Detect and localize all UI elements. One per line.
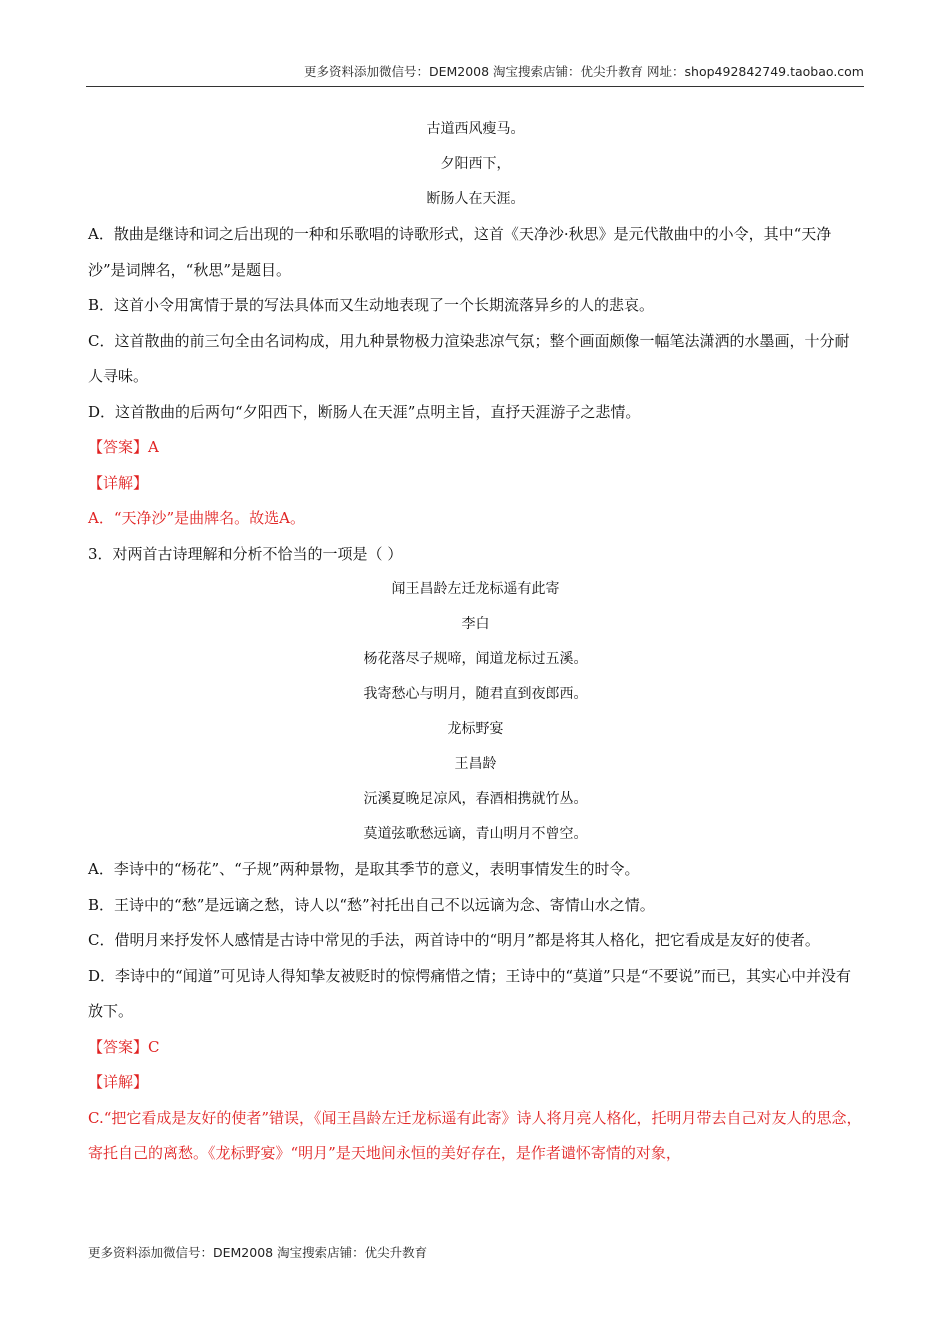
page-header: 更多资料添加微信号：DEM2008 淘宝搜索店铺：优尖升教育 网址：shop492842749.taobao.com — [303, 64, 864, 79]
detail-label: 【详解】 — [88, 473, 149, 492]
option-b: B．王诗中的“愁”是远谪之愁，诗人以“愁”衬托出自己不以远谪为念、寄情山水之情。 — [88, 895, 655, 914]
poem-author: 李白 — [461, 616, 490, 632]
poem-author: 王昌龄 — [454, 756, 497, 772]
detail-text: C.“把它看成是友好的使者”错误，《闻王昌龄左迁龙标遥有此寄》诗人将月亮人格化，托明月带去自己对友人的思念，寄托自己的离愁。《龙标野宴》“明月”是天地间永恒的美好存在，是作者谴怀寄情的对象， — [88, 1108, 862, 1162]
detail-label: 【详解】 — [88, 1073, 149, 1091]
option-d: D．这首散曲的后两句“夕阳西下，断肠人在天涯”点明主旨，直抒天涯游子之悲情。 — [88, 402, 641, 421]
option-a: A．散曲是继诗和词之后出现的一种和乐歌唱的诗歌形式，这首《天净沙·秋思》是元代散曲中的小令，其中“天净沙”是词牌名，“秋思”是题目。 — [88, 225, 832, 279]
option-a: A．李诗中的“杨花”、“子规”两种景物，是取其季节的意义，表明事情发生的时令。 — [88, 860, 640, 878]
page-footer: 更多资料添加微信号：DEM2008 淘宝搜索店铺：优尖升教育 — [88, 1245, 428, 1260]
poem-title: 龙标野宴 — [447, 721, 504, 737]
question-2-options — [88, 217, 863, 430]
detail-text: A．“天净沙”是曲牌名。故选A。 — [88, 509, 306, 527]
header-divider — [86, 86, 864, 87]
poem-line: 断肠人在天涯。 — [426, 191, 525, 207]
document-body — [88, 112, 863, 1172]
option-d: D．李诗中的“闻道”可见诗人得知挚友被贬时的惊愕痛惜之情；王诗中的“莫道”只是“不要说”而已，其实心中并没有放下。 — [88, 966, 852, 1020]
poem-line: 莫道弦歌愁远谪，青山明月不曾空。 — [363, 826, 588, 842]
poem-line: 古道西风瘦马。 — [426, 121, 525, 137]
question-3-options — [88, 852, 863, 1030]
option-c: C．借明月来抒发怀人感情是古诗中常见的手法，两首诗中的“明月”都是将其人格化，把它看成是友好的使者。 — [88, 931, 820, 949]
answer-label: 【答案】A — [88, 438, 159, 456]
poem-line: 我寄愁心与明月，随君直到夜郎西。 — [363, 686, 588, 702]
poem-line: 夕阳西下， — [440, 156, 511, 172]
option-b: B．这首小令用寓情于景的写法具体而又生动地表现了一个长期流落异乡的人的悲哀。 — [88, 296, 655, 314]
question-3-poems — [88, 572, 863, 852]
answer-label: 【答案】C — [88, 1037, 160, 1056]
poem-title: 闻王昌龄左迁龙标遥有此寄 — [391, 581, 560, 597]
poem1-tail — [88, 112, 863, 217]
poem-line: 杨花落尽子规啼，闻道龙标过五溪。 — [363, 651, 588, 667]
question-3-stem: 3．对两首古诗理解和分析不恰当的一项是（ ） — [88, 544, 403, 563]
option-c: C．这首散曲的前三句全由名词构成，用九种景物极力渲染悲凉气氛；整个画面颇像一幅笔法潇洒的水墨画，十分耐人寻味。 — [88, 331, 850, 385]
poem-line: 沅溪夏晚足凉风，春酒相携就竹丛。 — [363, 791, 588, 807]
